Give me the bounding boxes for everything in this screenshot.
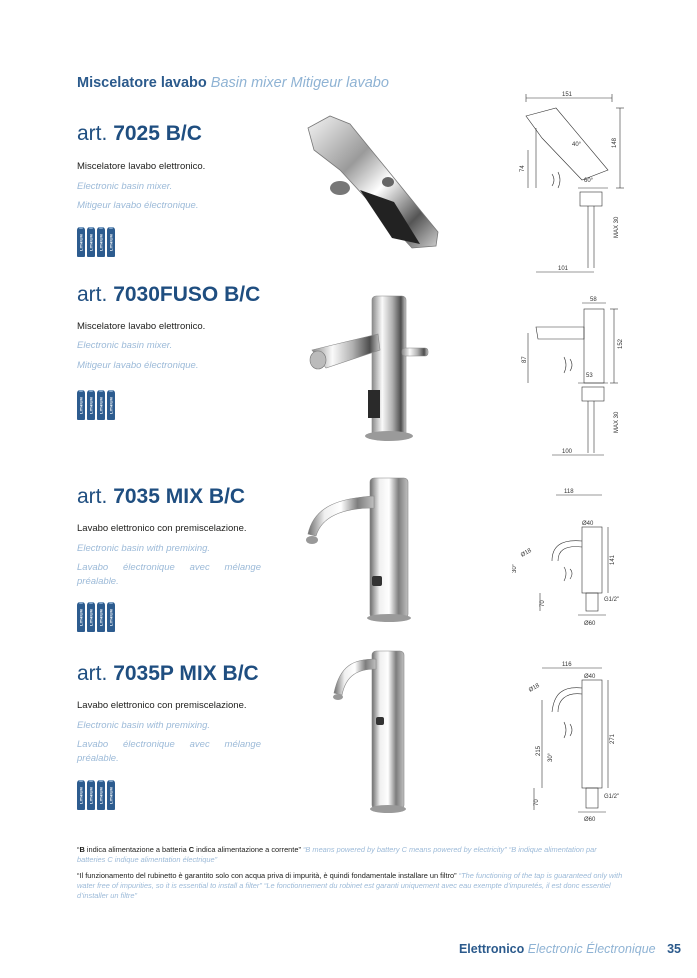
product-code xyxy=(77,485,245,509)
battery-icon: LITHIUM xyxy=(77,227,85,257)
article-number: 7025 B/C xyxy=(113,122,202,145)
description-it: Lavabo elettronico con premiscelazione. xyxy=(77,523,247,534)
article-prefix: art. xyxy=(77,283,108,306)
dimension-label: 70 xyxy=(540,600,546,607)
tap-image xyxy=(300,472,430,624)
description-en: Electronic basin mixer. xyxy=(77,181,173,192)
tap-image xyxy=(300,290,450,445)
dimension-label: 30° xyxy=(512,563,518,573)
footer-category-translation: Electronic Électronique xyxy=(527,942,656,956)
article-prefix: art. xyxy=(77,122,108,145)
dimension-label: 101 xyxy=(558,266,569,272)
article-number: 7030FUSO B/C xyxy=(113,283,261,306)
dimension-label: G1/2" xyxy=(604,597,620,603)
battery-icon: LITHIUM xyxy=(77,780,85,810)
dimension-label: 100 xyxy=(562,449,573,455)
battery-icon: LITHIUM xyxy=(107,390,115,420)
page-footer xyxy=(459,942,681,956)
description-it: Miscelatore lavabo elettronico. xyxy=(77,161,206,172)
battery-icon: LITHIUM xyxy=(107,780,115,810)
power-note: “B indica alimentazione a batteria C indica alimentazione a corrente” “B means powered by battery C means powered by electricity” “B indique alimentation par batteries C indique alimentation électrique” xyxy=(77,845,597,864)
technical-drawing xyxy=(512,485,632,630)
dimension-label: 151 xyxy=(562,92,573,98)
dimension-label: 215 xyxy=(536,745,542,756)
filter-note: “Il funzionamento del rubinetto è garantito solo con acqua priva di impurità, è quindi fondamentale installare un filtro” “The functioning of the tap is guaranteed only with water free of impurities, so it is essential to install a filter” “Le fonctionnement du robinet est garanti uniquement avec eau exempte d’impuretés, il est donc essentiel d’installer un filtre” xyxy=(77,871,623,900)
description-it: Miscelatore lavabo elettronico. xyxy=(77,321,206,332)
article-number: 7035P MIX B/C xyxy=(113,662,259,685)
description-en: Electronic basin with premixing. xyxy=(77,720,211,731)
dimension-label: 87 xyxy=(522,356,528,363)
tap-image xyxy=(300,110,450,260)
dimension-label: Ø18 xyxy=(520,547,533,559)
battery-icon: LITHIUM xyxy=(107,602,115,632)
battery-icons xyxy=(77,227,115,257)
dimension-label: MAX 30 xyxy=(614,216,620,238)
dimension-label: Ø18 xyxy=(528,682,541,694)
dimension-label: 148 xyxy=(612,137,618,148)
battery-icon: LITHIUM xyxy=(87,602,95,632)
article-prefix: art. xyxy=(77,485,108,508)
battery-icons xyxy=(77,390,115,420)
description-it: Lavabo elettronico con premiscelazione. xyxy=(77,700,247,711)
dimension-label: 152 xyxy=(618,338,624,349)
battery-icon: LITHIUM xyxy=(77,390,85,420)
dimension-label: Ø60 xyxy=(584,621,596,627)
dimension-label: 53 xyxy=(586,373,593,379)
dimension-label: 271 xyxy=(610,733,616,744)
dimension-label: Ø40 xyxy=(584,674,596,680)
dimension-label: MAX 30 xyxy=(614,411,620,433)
technical-drawing xyxy=(512,660,632,825)
dimension-label: Ø60 xyxy=(584,817,596,823)
description-fr: Lavabo électronique avec mélange préalable. xyxy=(77,739,261,764)
section-title xyxy=(77,75,389,91)
technical-drawing xyxy=(512,293,632,463)
dimension-label: 74 xyxy=(520,165,526,172)
dimension-label: G1/2" xyxy=(604,794,620,800)
battery-icon: LITHIUM xyxy=(97,602,105,632)
battery-icon: LITHIUM xyxy=(77,602,85,632)
battery-icon: LITHIUM xyxy=(87,780,95,810)
footer-category: Elettronico xyxy=(458,942,525,956)
dimension-label: 30° xyxy=(548,752,554,762)
dimension-label: 70 xyxy=(534,799,540,806)
section-title-italic: Basin mixer Mitigeur lavabo xyxy=(210,75,389,91)
battery-icons xyxy=(77,602,115,632)
description-fr: Lavabo électronique avec mélange préalable. xyxy=(77,562,261,587)
battery-icon: LITHIUM xyxy=(107,227,115,257)
battery-icons xyxy=(77,780,115,810)
dimension-label: 60° xyxy=(584,178,594,184)
battery-icon: LITHIUM xyxy=(97,390,105,420)
section-title-bold: Miscelatore lavabo xyxy=(77,75,207,91)
battery-icon: LITHIUM xyxy=(87,390,95,420)
battery-icon: LITHIUM xyxy=(97,227,105,257)
dimension-label: 58 xyxy=(590,297,597,303)
article-prefix: art. xyxy=(77,662,108,685)
article-number: 7035 MIX B/C xyxy=(113,485,246,508)
product-code xyxy=(77,122,202,146)
dimension-label: 141 xyxy=(610,554,616,565)
dimension-label: 118 xyxy=(564,489,574,495)
description-fr: Mitigeur lavabo électronique. xyxy=(77,360,199,371)
description-en: Electronic basin with premixing. xyxy=(77,543,211,554)
product-code xyxy=(77,283,260,307)
dimension-label: 116 xyxy=(562,662,572,668)
description-fr: Mitigeur lavabo électronique. xyxy=(77,200,199,211)
battery-icon: LITHIUM xyxy=(87,227,95,257)
battery-icon: LITHIUM xyxy=(97,780,105,810)
description-en: Electronic basin mixer. xyxy=(77,340,173,351)
page-number: 35 xyxy=(667,942,681,956)
dimension-label: 40° xyxy=(572,142,582,148)
technical-drawing xyxy=(512,88,632,278)
dimension-label: Ø40 xyxy=(582,521,594,527)
product-code xyxy=(77,662,259,686)
tap-image xyxy=(300,645,410,815)
